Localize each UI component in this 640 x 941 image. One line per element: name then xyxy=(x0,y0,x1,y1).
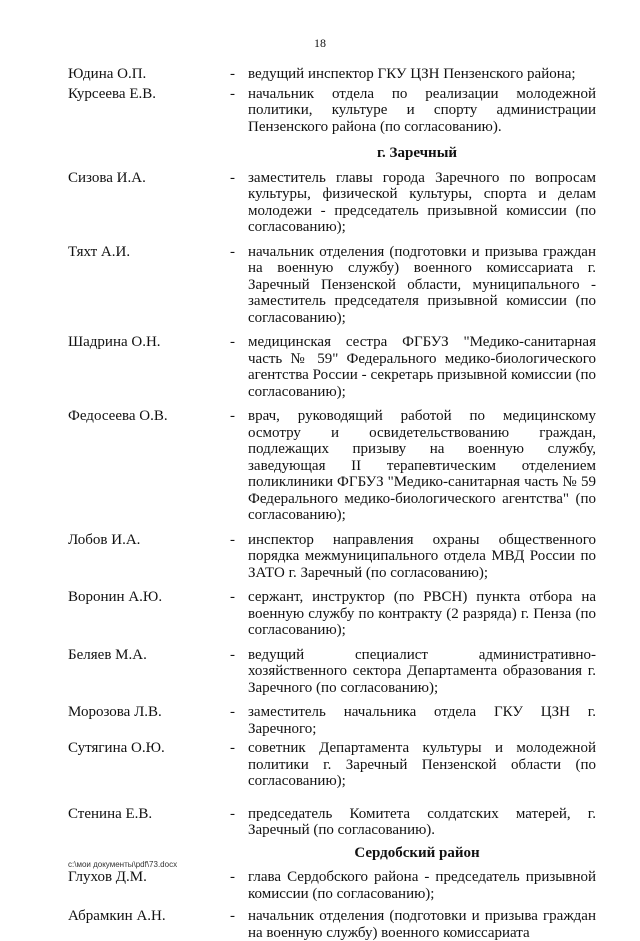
position-description: советник Департамента культуры и молодежной политики г. Заречный Пензенской области (по согласованию); xyxy=(248,740,596,789)
list-item xyxy=(68,334,596,400)
position-description: председатель Комитета солдатских матерей, г. Заречный (по согласованию). xyxy=(248,805,596,838)
position-description: медицинская сестра ФГБУЗ "Медико-санитарная часть № 59" Федерального медико-биологического агентства России - секретарь призывной комиссии (по согласованию); xyxy=(248,334,596,400)
document-body xyxy=(68,66,596,941)
list-item xyxy=(68,908,596,941)
position-description: глава Сердобского района - председатель призывной комиссии (по согласованию); xyxy=(248,869,596,902)
person-name: Шадрина О.Н. xyxy=(68,334,161,350)
position-description: начальник отделения (подготовки и призыва граждан на военную службу) военного комиссариата xyxy=(248,908,596,941)
list-item xyxy=(68,589,596,639)
list-item xyxy=(68,704,596,737)
dash-separator: - xyxy=(230,85,235,102)
position-description: ведущий специалист административно-хозяйственного сектора Департамента образования г. Заречного (по согласованию); xyxy=(248,646,596,696)
dash-separator: - xyxy=(230,805,235,822)
person-name: Сутягина О.Ю. xyxy=(68,740,165,756)
file-path-footer: c:\мои документы\pdf\73.docx xyxy=(68,860,178,869)
person-name: Тяхт А.И. xyxy=(68,243,131,260)
dash-separator: - xyxy=(230,869,235,885)
person-name: Беляев М.А. xyxy=(68,646,147,663)
list-item xyxy=(68,244,596,327)
position-description: сержант, инструктор (по РВСН) пункта отбора на военную службу по контракту (2 разряда) г. Пенза (по согласованию); xyxy=(248,589,596,638)
position-description: заместитель начальника отдела ГКУ ЦЗН г. Заречного; xyxy=(248,704,596,737)
position-description: ведущий инспектор ГКУ ЦЗН Пензенского района; xyxy=(248,66,576,82)
person-name: Абрамкин А.Н. xyxy=(68,908,166,924)
person-name: Федосеева О.В. xyxy=(68,408,168,424)
list-item xyxy=(68,408,596,524)
section-heading: Сердобский район xyxy=(354,844,480,861)
position-description: начальник отделения (подготовки и призыва граждан на военную службу) военного комиссариата г. Заречный Пензенской области, муниципального - заместитель председателя призывной комиссии (по согласованию); xyxy=(248,243,596,326)
list-item xyxy=(68,647,596,697)
dash-separator: - xyxy=(230,531,235,548)
dash-separator: - xyxy=(230,169,235,186)
position-description: врач, руководящий работой по медицинскому осмотру и освидетельствованию граждан, подлежащих призыву на военную службу, заведующая II терапевтическим отделением поликлиники ФГБУЗ "Медико-санитарная часть № 59 Федерального медико-биологического агентства" (по согласованию); xyxy=(248,408,596,523)
page-number: 18 xyxy=(314,36,326,50)
dash-separator: - xyxy=(230,740,235,756)
person-name: Глухов Д.М. xyxy=(68,869,147,885)
position-description: заместитель главы города Заречного по вопросам культуры, физической культуры, спорта и делам молодежи - председатель призывной комиссии (по согласованию); xyxy=(248,169,596,235)
dash-separator: - xyxy=(230,589,235,605)
list-item xyxy=(68,806,596,839)
list-item xyxy=(68,532,596,582)
person-name: Курсеева Е.В. xyxy=(68,85,156,102)
person-name: Стенина Е.В. xyxy=(68,805,153,822)
dash-separator: - xyxy=(230,66,235,82)
list-item xyxy=(68,66,596,83)
list-item xyxy=(68,170,596,236)
dash-separator: - xyxy=(230,704,235,720)
position-description: начальник отдела по реализации молодежной политики, культуре и спорту администрации Пензенского района (по согласованию). xyxy=(248,85,596,135)
list-item xyxy=(68,86,596,136)
list-item xyxy=(68,740,596,790)
person-name: Воронин А.Ю. xyxy=(68,589,163,605)
person-name: Морозова Л.В. xyxy=(68,704,162,720)
person-name: Сизова И.А. xyxy=(68,169,146,186)
person-name: Лобов И.А. xyxy=(68,531,141,548)
dash-separator: - xyxy=(230,243,235,260)
position-description: инспектор направления охраны общественного порядка межмуниципального отдела МВД России по ЗАТО г. Заречный (по согласованию); xyxy=(248,531,596,581)
dash-separator: - xyxy=(230,334,235,350)
person-name: Юдина О.П. xyxy=(68,66,147,82)
dash-separator: - xyxy=(230,646,235,663)
section-heading: г. Заречный xyxy=(376,145,458,161)
dash-separator: - xyxy=(230,408,235,424)
dash-separator: - xyxy=(230,908,235,924)
list-item xyxy=(68,869,596,902)
